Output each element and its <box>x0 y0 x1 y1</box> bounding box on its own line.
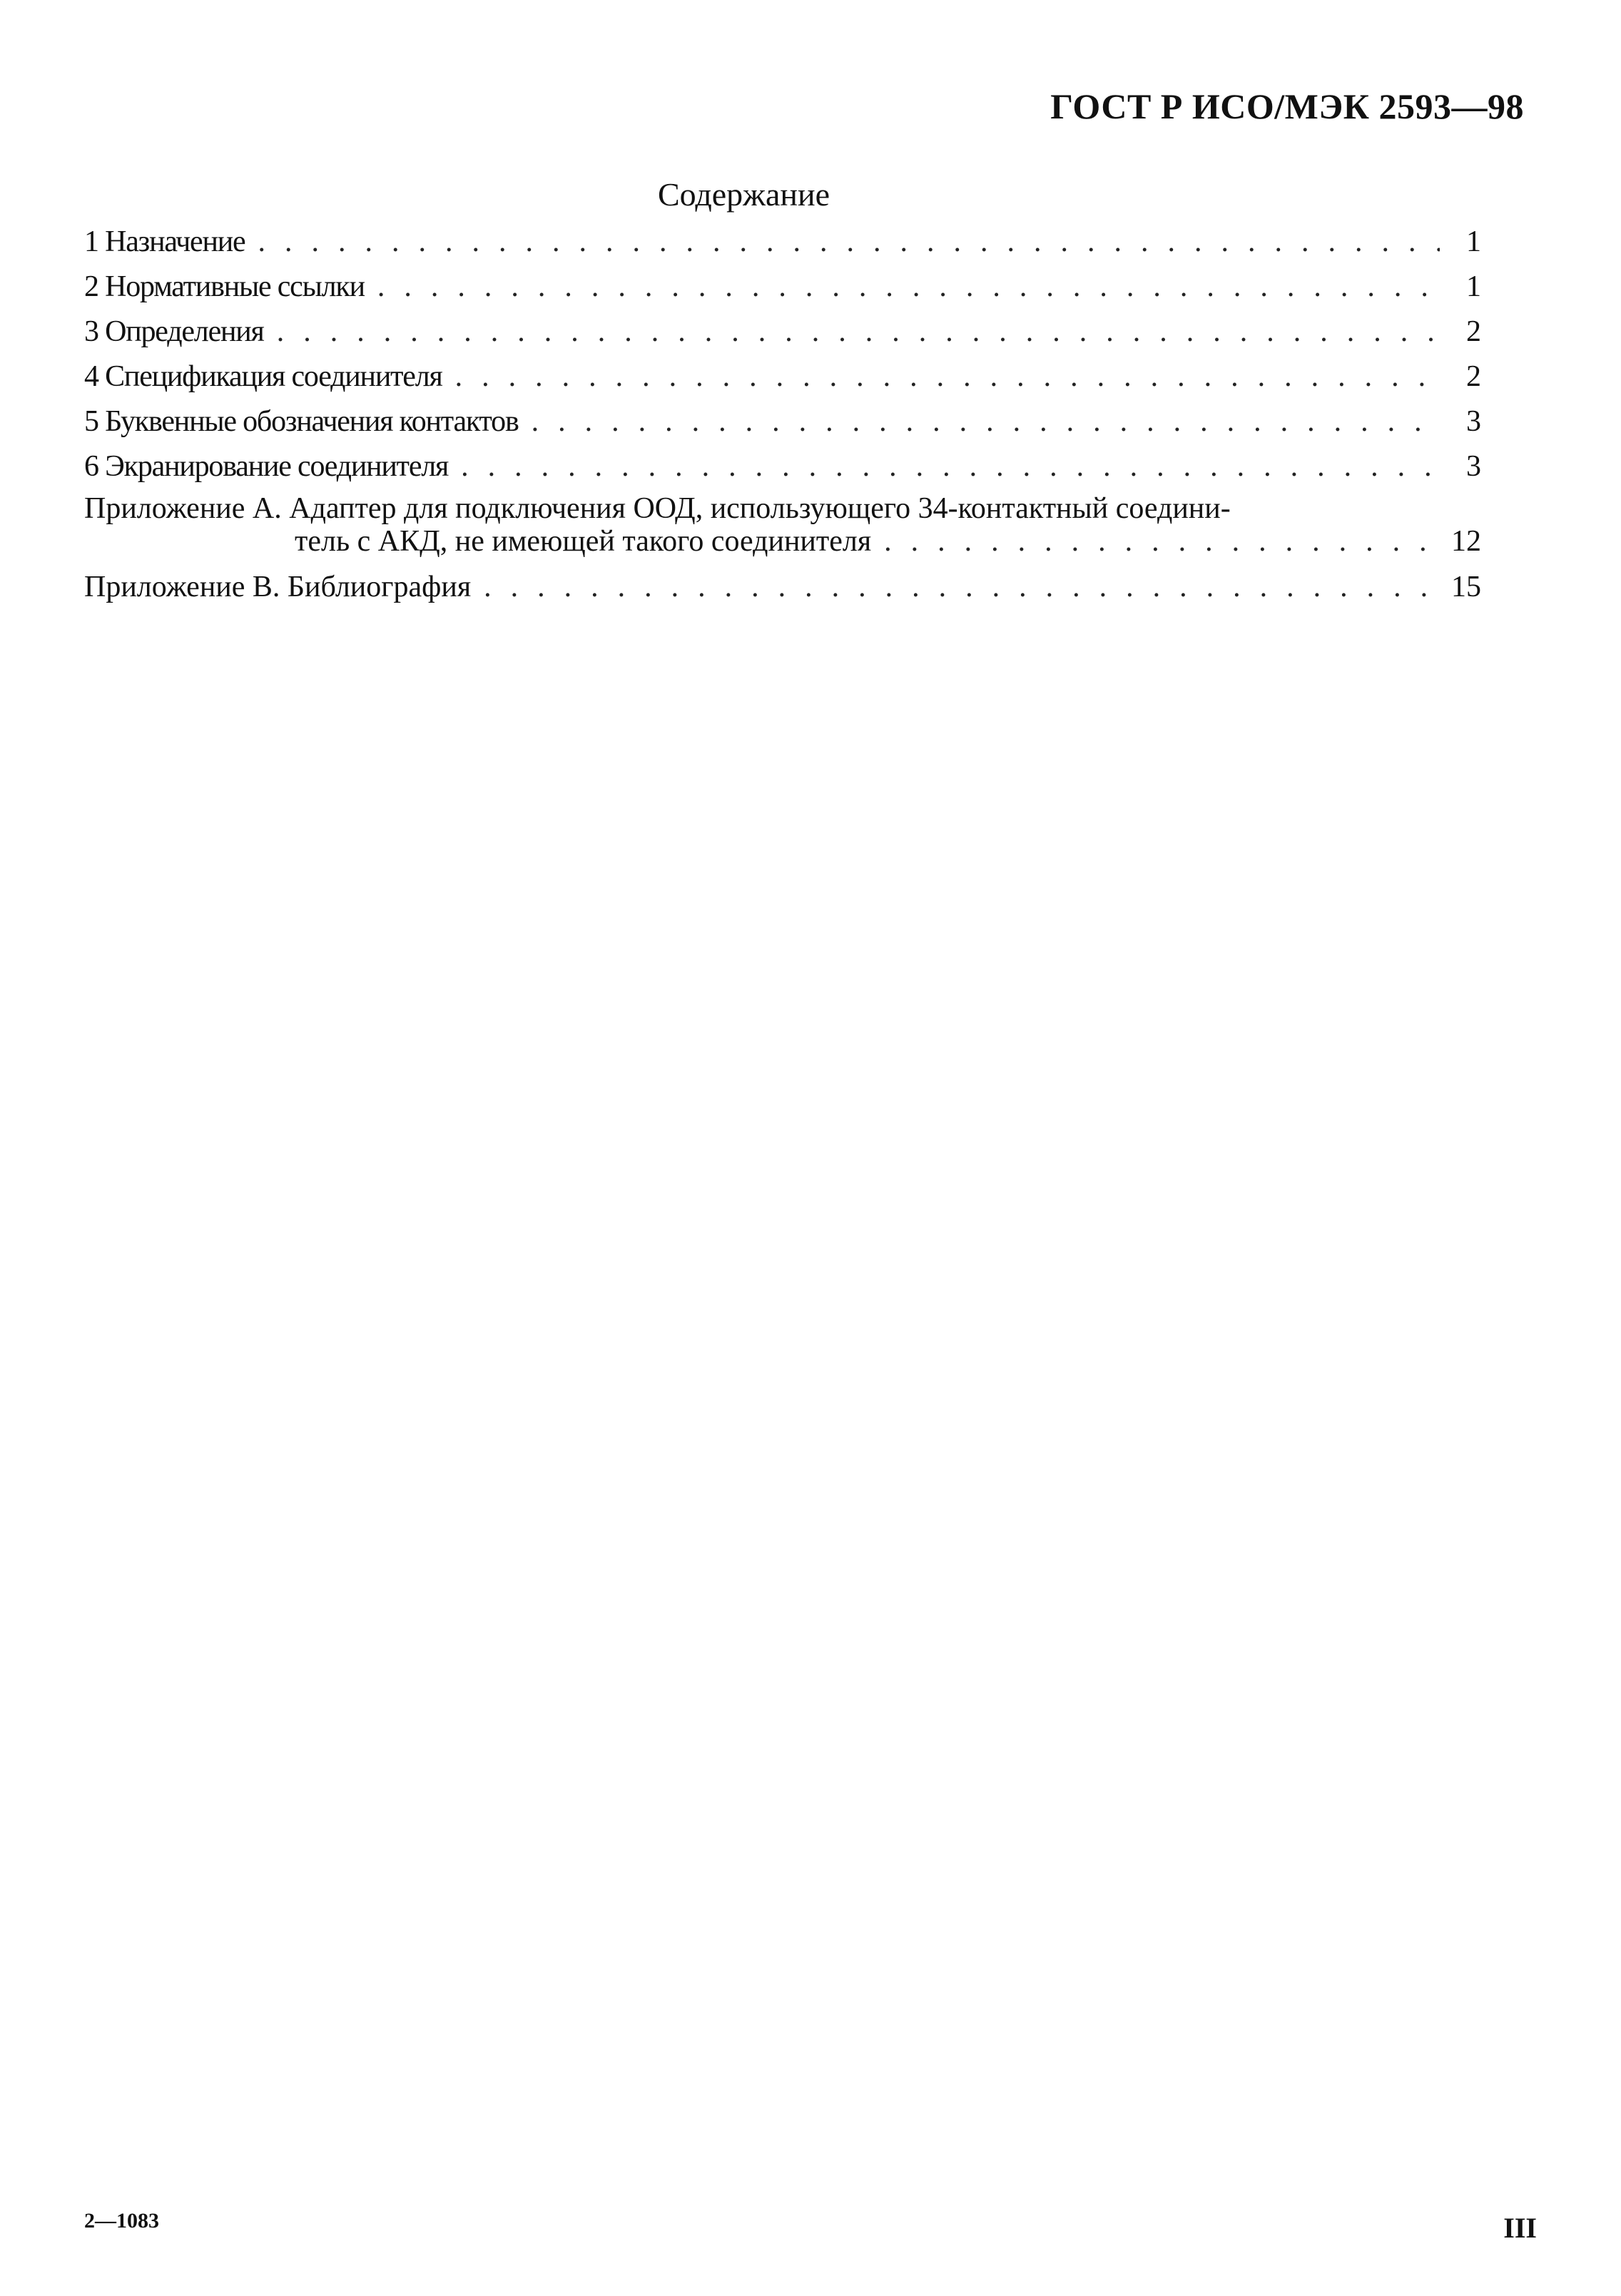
toc-entry-appendix-b[interactable] <box>84 565 1481 610</box>
toc-entry-label-line1: Приложение А. Адаптер для подключения ООД, использующего 34-контактный соедини- <box>84 492 1231 525</box>
table-of-contents <box>84 220 1481 610</box>
toc-entry-page: 3 <box>1466 450 1481 483</box>
toc-entry-appendix-a[interactable] <box>84 489 1481 565</box>
page-number: III <box>1503 2212 1537 2244</box>
toc-entry[interactable] <box>84 310 1481 354</box>
toc-entry-page: 2 <box>1466 315 1481 348</box>
toc-entry[interactable] <box>84 399 1481 444</box>
print-order-code: 2—1083 <box>84 2209 159 2233</box>
toc-entry[interactable] <box>84 444 1481 489</box>
toc-entry-page: 1 <box>1466 270 1481 303</box>
leader-dots <box>277 310 1440 354</box>
toc-entry-label: 6 Экранирование соединителя <box>84 450 449 483</box>
toc-entry-label: 4 Спецификация соединителя <box>84 360 442 393</box>
toc-title: Содержание <box>657 176 830 213</box>
toc-entry-page: 2 <box>1466 360 1481 393</box>
toc-entry[interactable] <box>84 265 1481 310</box>
leader-dots <box>884 525 1438 558</box>
toc-entry-page: 15 <box>1451 571 1481 603</box>
leader-dots <box>258 220 1440 265</box>
toc-entry[interactable] <box>84 354 1481 399</box>
toc-entry-label: 2 Нормативные ссылки <box>84 270 365 303</box>
toc-entry-label: 3 Определения <box>84 315 264 348</box>
leader-dots <box>455 354 1440 399</box>
toc-entry-label: 1 Назначение <box>84 225 245 258</box>
toc-entry-page: 3 <box>1466 405 1481 438</box>
toc-entry-label: Приложение В. Библиография <box>84 571 472 603</box>
leader-dots <box>532 399 1440 444</box>
leader-dots <box>484 565 1438 610</box>
toc-entry-label: 5 Буквенные обозначения контактов <box>84 405 519 438</box>
leader-dots <box>377 265 1440 310</box>
toc-entry[interactable] <box>84 220 1481 265</box>
toc-entry-label-line2: тель с АКД, не имеющей такого соединителя <box>295 525 872 558</box>
toc-entry-page: 1 <box>1466 225 1481 258</box>
document-code: ГОСТ Р ИСО/МЭК 2593—98 <box>1050 86 1524 126</box>
leader-dots <box>461 444 1440 489</box>
toc-entry-page: 12 <box>1451 525 1481 558</box>
